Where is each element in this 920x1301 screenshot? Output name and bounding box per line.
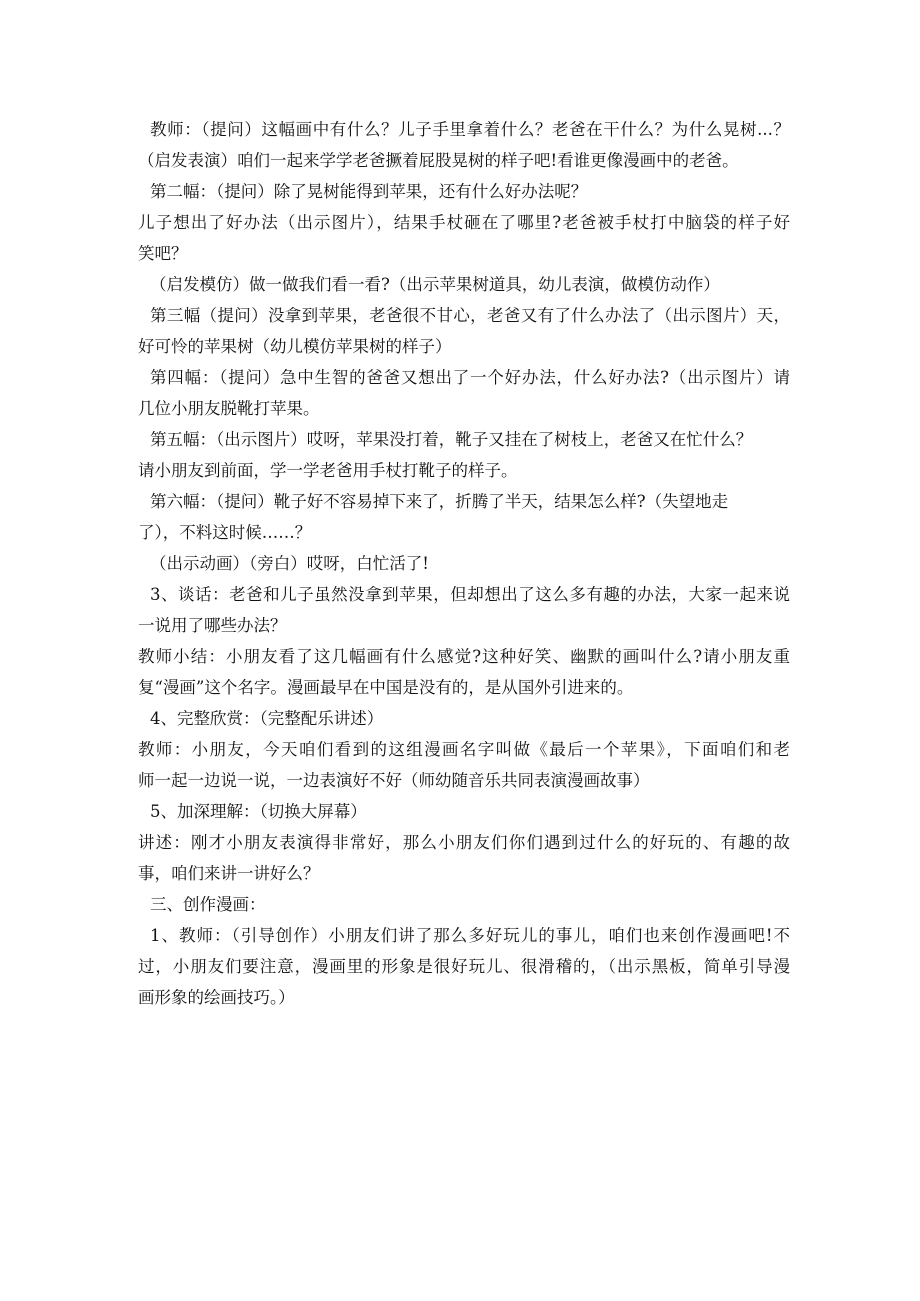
text-line: 教师：（提问）这幅画中有什么？儿子手里拿着什么？老爸在干什么？为什么晃树...？ xyxy=(150,120,790,139)
text-line: 第四幅：（提问）急中生智的爸爸又想出了一个好办法，什么好办法?（出示图片）请 xyxy=(150,368,790,387)
text-line: 事，咱们来讲一讲好么？ xyxy=(138,864,320,883)
text-line: 几位小朋友脱靴打苹果。 xyxy=(138,399,320,418)
text-line: 第五幅：（出示图片）哎呀，苹果没打着，靴子又挂在了树枝上，老爸又在忙什么？ xyxy=(150,430,753,449)
text-line: 儿子想出了好办法（出示图片），结果手杖砸在了哪里?老爸被手杖打中脑袋的样子好 xyxy=(138,213,790,232)
text-line: 请小朋友到前面，学一学老爸用手杖打靴子的样子。 xyxy=(138,461,518,480)
text-line: 三、创作漫画： xyxy=(150,895,266,914)
text-line: 复“漫画”这个名字。漫画最早在中国是没有的，是从国外引进来的。 xyxy=(138,678,634,697)
text-line: 1、教师：（引导创作）小朋友们讲了那么多好玩儿的事儿，咱们也来创作漫画吧!不 xyxy=(150,926,790,945)
text-line: 5、加深理解：（切换大屏幕） xyxy=(150,802,367,821)
text-line: 笑吧？ xyxy=(138,244,188,263)
text-line: 了），不料这时候……？ xyxy=(138,523,312,542)
text-line: 4、完整欣赏：（完整配乐讲述） xyxy=(150,709,384,728)
text-line: 第三幅（提问）没拿到苹果，老爸很不甘心，老爸又有了什么办法了（出示图片）天， xyxy=(150,306,790,325)
text-line: 第六幅：（提问）靴子好不容易掉下来了，折腾了半天，结果怎么样?（失望地走 xyxy=(150,492,729,511)
text-line: 教师：小朋友，今天咱们看到的这组漫画名字叫做《最后一个苹果》，下面咱们和老 xyxy=(138,740,790,759)
document-body xyxy=(138,114,790,1013)
text-line: 教师小结：小朋友看了这几幅画有什么感觉?这种好笑、幽默的画叫什么?请小朋友重 xyxy=(138,647,790,666)
text-line: （启发表演）咱们一起来学学老爸撅着屁股晃树的样子吧!看谁更像漫画中的老爸。 xyxy=(138,151,739,170)
text-line: 讲述：刚才小朋友表演得非常好，那么小朋友们你们遇到过什么的好玩的、有趣的故 xyxy=(138,833,790,852)
text-line: 3、谈话：老爸和儿子虽然没拿到苹果，但却想出了这么多有趣的办法，大家一起来说 xyxy=(150,585,790,604)
text-line: 画形象的绘画技巧。） xyxy=(138,988,295,1007)
text-line: 好可怜的苹果树（幼儿模仿苹果树的样子） xyxy=(138,337,452,356)
text-line: 过，小朋友们要注意，漫画里的形象是很好玩儿、很滑稽的，（出示黑板，简单引导漫 xyxy=(138,957,790,976)
text-line: 第二幅：（提问）除了晃树能得到苹果，还有什么好办法呢？ xyxy=(150,182,588,201)
text-line: 师一起一边说一说，一边表演好不好（师幼随音乐共同表演漫画故事） xyxy=(138,771,650,790)
text-line: 一说用了哪些办法？ xyxy=(138,616,287,635)
text-line: （启发模仿）做一做我们看一看?（出示苹果树道具，幼儿表演，做模仿动作） xyxy=(150,275,720,294)
text-line: （出示动画）（旁白）哎呀，白忙活了! xyxy=(150,554,429,573)
